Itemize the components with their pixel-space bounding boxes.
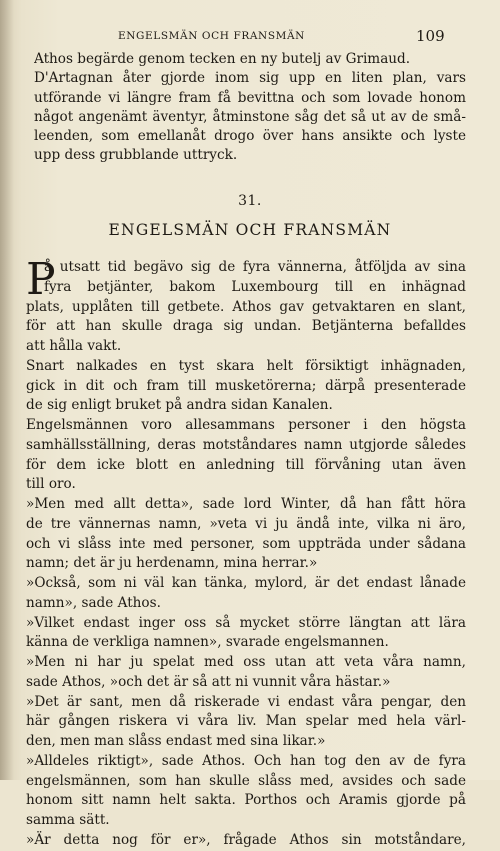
text-line: de tre vännernas namn, »veta vi ju ändå inte, vilka ni äro,	[26, 515, 466, 532]
text-line: namn; det är ju herdenamn, mina herrar.»	[26, 555, 318, 572]
text-line: känna de verkliga namnen», svarade engelsmannen.	[26, 634, 389, 651]
spine-shadow	[0, 0, 14, 780]
text-line: honom sitt namn helt sakta. Porthos och Aramis gjorde på	[26, 792, 466, 809]
text-line: »Men med allt detta», sade lord Winter, då han fått höra	[26, 496, 466, 512]
chapter-title: ENGELSMÄN OCH FRANSMÄN	[108, 221, 392, 239]
text-line: att hålla vakt.	[26, 338, 122, 354]
text-line: engelsmännen, som han skulle slåss med, avsides och sade	[26, 772, 466, 789]
text-line: och vi slåss inte med personer, som uppträda under sådana	[26, 535, 466, 552]
text-line: samma sätt.	[26, 812, 110, 828]
text-line: Snart nalkades en tyst skara helt försiktigt inhägnaden,	[26, 357, 466, 374]
text-line: fyra betjänter, bakom Luxembourg till en inhägnad	[44, 278, 466, 295]
text-line: Athos begärde genom tecken en ny butelj av Grimaud.	[34, 51, 411, 67]
text-line: sade Athos, »och det är så att ni vunnit våra hästar.»	[26, 673, 391, 690]
drop-cap: P	[26, 254, 56, 305]
page-number: 109	[416, 27, 445, 45]
running-head: ENGELSMÄN OCH FRANSMÄN	[118, 30, 305, 42]
text-line: något angenämt äventyr, åtminstone såg det så ut av de små-	[34, 108, 466, 125]
opening-paragraphs	[34, 50, 466, 166]
text-line: »Det är sant, men då riskerade vi endast våra pengar, den	[26, 693, 466, 710]
text-line: de sig enligt bruket på andra sidan Kanalen.	[26, 397, 333, 414]
text-line: »Men ni har ju spelat med oss utan att veta våra namn,	[26, 654, 466, 670]
chapter-number: 31.	[238, 193, 262, 209]
text-line: här gången riskera vi våra liv. Man spelar med hela värl-	[26, 713, 466, 730]
text-line: »Också, som ni väl kan tänka, mylord, är det endast lånade	[26, 575, 466, 591]
text-line: samhällsställning, deras motståndares namn utgjorde således	[26, 436, 466, 453]
text-line: å utsatt tid begävo sig de fyra vännerna, åtföljda av sina	[44, 259, 466, 275]
text-line: gick in dit och fram till musketörerna; därpå presenterade	[26, 377, 466, 394]
text-line: upp dess grubblande uttryck.	[34, 147, 238, 164]
text-line: för dem icke blott en anledning till förvåning utan även	[26, 456, 466, 473]
text-line: D'Artagnan åter gjorde inom sig upp en liten plan, vars	[34, 70, 466, 87]
text-line: plats, upplåten till getbete. Athos gav getvaktaren en slant,	[26, 298, 466, 315]
text-line: den, men man slåss endast med sina likar.»	[26, 733, 326, 749]
text-line: »Är detta nog för er», frågade Athos sin motståndare,	[26, 831, 466, 848]
text-line: Engelsmännen voro allesammans personer i den högsta	[26, 417, 466, 433]
text-line: »Alldeles riktigt», sade Athos. Och han tog den av de fyra	[26, 752, 466, 769]
text-line: leenden, som emellanåt drogo över hans ansikte och lyste	[34, 128, 466, 145]
text-line: namn», sade Athos.	[26, 594, 161, 611]
text-line: utförande vi längre fram få bevittna och som lovade honom	[34, 89, 466, 106]
text-line: »Vilket endast inger oss så mycket större längtan att lära	[26, 614, 466, 631]
text-line: för att han skulle draga sig undan. Betjänterna befalldes	[26, 318, 466, 335]
text-line: till oro.	[26, 476, 76, 493]
chapter-body	[26, 254, 466, 851]
